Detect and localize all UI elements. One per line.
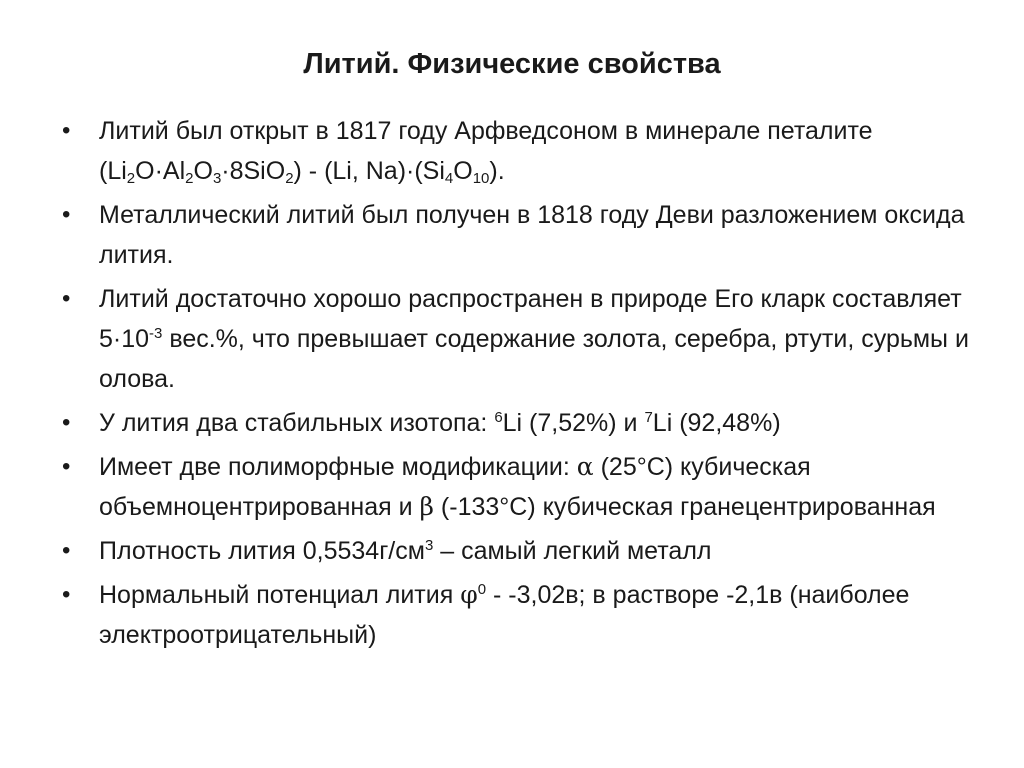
text-run: (-133°C) кубическая гранецентрированная [433, 493, 936, 521]
bullet-marker: • [62, 537, 71, 564]
superscript: 3 [424, 537, 434, 554]
bullet-text [99, 531, 992, 571]
bullet-marker: • [62, 409, 71, 436]
text-run: O [453, 157, 473, 185]
slide-title: Литий. Физические свойства [303, 48, 721, 80]
bullet-item [62, 447, 992, 527]
subscript: 4 [444, 170, 454, 187]
subscript: 3 [212, 170, 222, 187]
bullet-text [99, 447, 992, 527]
bullet-marker: • [62, 117, 71, 144]
text-run: O·Al [135, 157, 186, 185]
bullet-text [99, 111, 992, 191]
subscript: 2 [285, 170, 294, 187]
bullet-text [99, 575, 992, 655]
bullet-item [62, 575, 992, 655]
text-run: Li (7,52%) и [502, 409, 645, 437]
bullet-text [99, 279, 992, 399]
bullet-text [99, 403, 992, 443]
subscript: 10 [472, 170, 490, 187]
bullet-list [62, 111, 992, 659]
text-run: ·8SiO [221, 157, 286, 185]
text-run: Плотность лития 0,5534г/см [99, 537, 425, 565]
superscript: 0 [477, 581, 487, 598]
bullet-marker: • [62, 581, 71, 608]
text-run: Литий достаточно хорошо распространен в природе Его кларк составляет 5·10 [99, 285, 962, 353]
superscript: 7 [644, 409, 653, 426]
bullet-item [62, 531, 992, 571]
bullet-item [62, 403, 992, 443]
bullet-text [99, 195, 992, 275]
text-run: Li (92,48%) [652, 409, 781, 437]
bullet-marker: • [62, 201, 71, 228]
subscript: 2 [126, 170, 136, 187]
text-run: – самый легкий металл [433, 537, 712, 565]
bullet-marker: • [62, 285, 71, 312]
greek-symbol: α [576, 452, 594, 481]
subscript: 2 [185, 170, 194, 187]
bullet-item [62, 279, 992, 399]
text-run: O [193, 157, 213, 185]
superscript: -3 [149, 325, 163, 342]
text-run: ) - (Li, Na)·(Si [293, 157, 445, 185]
text-run: Имеет две полиморфные модификации: [99, 453, 577, 481]
text-run: вес.%, что превышает содержание золота, серебра, ртути, сурьмы и олова. [99, 325, 969, 393]
text-run: (25°C) кубическая объемноцентрированная и [99, 453, 811, 521]
bullet-item [62, 195, 992, 275]
greek-symbol: β [419, 492, 434, 521]
bullet-marker: • [62, 453, 71, 480]
text-run: Литий был открыт в 1817 году Арфведсоном в минерале петалите (Li [99, 117, 873, 185]
text-run: Нормальный потенциал лития [99, 581, 461, 609]
greek-symbol: φ [460, 580, 478, 609]
superscript: 6 [494, 409, 503, 426]
bullet-item [62, 111, 992, 191]
text-run: У лития два стабильных изотопа: [99, 409, 495, 437]
text-run: ). [489, 157, 505, 185]
text-run: Металлический литий был получен в 1818 году Деви разложением оксида лития. [99, 201, 965, 269]
text-run: - -3,02в; в растворе -2,1в (наиболее электроотрицательный) [99, 581, 910, 649]
